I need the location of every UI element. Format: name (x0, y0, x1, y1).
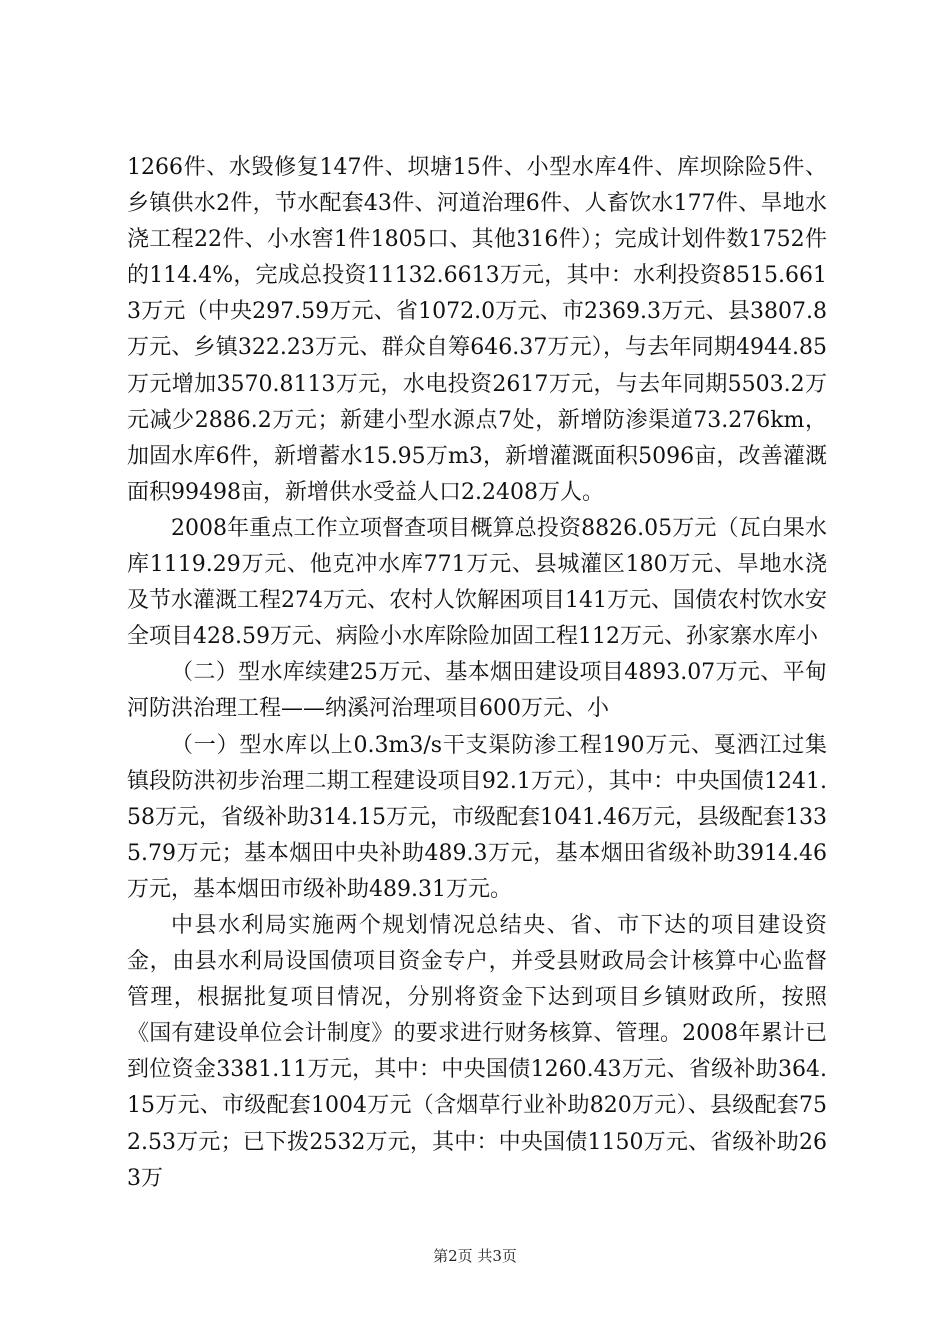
document-body (127, 150, 827, 1197)
paragraph-key-projects: 2008年重点工作立项督查项目概算总投资8826.05万元（瓦白果水库1119.29万元、他克冲水库771万元、县城灌区180万元、旱地水浇及节水灌溉工程274万元、农村人饮解困项目141万元、国债农村饮水安全项目428.59万元、病险小水库除险加固工程112万元、孙家寨水库小 (127, 515, 827, 650)
paragraph-fund-management: 中县水利局实施两个规划情况总结央、省、市下达的项目建设资金，由县水利局设国债项目资金专户，并受县财政局会计核算中心监督管理，根据批复项目情况，分别将资金下达到项目乡镇财政所，按照《国有建设单位会计制度》的要求进行财务核算、管理。2008年累计已到位资金3381.11万元，其中：中央国债1260.43万元、省级补助364.15万元、市级配套1004万元（含烟草行业补助820万元）、县级配套752.53万元；已下拨2532万元，其中：中央国债1150万元、省级补助263万 (127, 912, 827, 1191)
paragraph-project-summary: 1266件、水毁修复147件、坝塘15件、小型水库4件、库坝除险5件、乡镇供水2件，节水配套43件、河道治理6件、人畜饮水177件、旱地水浇工程22件、小水窖1件1805口、其他316件）；完成计划件数1752件的114.4%，完成总投资11132.6613万元，其中：水利投资8515.6613万元（中央297.59万元、省1072.0万元、市2369.3万元、县3807.8万元、乡镇322.23万元、群众自筹646.37万元），与去年同期4944.85万元增加3570.8113万元，水电投资2617万元，与去年同期5503.2万元减少2886.2万元；新建小型水源点7处，新增防渗渠道73.276km，加固水库6件，新增蓄水15.95万m3，新增灌溉面积5096亩，改善灌溉面积99498亩，新增供水受益人口2.2408万人。 (127, 155, 827, 505)
paragraph-section-one: （一）型水库以上0.3m3/s干支渠防渗工程190万元、戛洒江过集镇段防洪初步治理二期工程建设项目92.1万元），其中：中央国债1241.58万元，省级补助314.15万元，市级配套1041.46万元，县级配套1335.79万元；基本烟田中央补助489.3万元，基本烟田省级补助3914.46万元，基本烟田市级补助489.31万元。 (127, 732, 827, 902)
paragraph-section-two: （二）型水库续建25万元、基本烟田建设项目4893.07万元、平甸河防洪治理工程——纳溪河治理项目600万元、小 (127, 660, 827, 722)
page-number-footer: 第2页 共3页 (433, 1247, 517, 1265)
